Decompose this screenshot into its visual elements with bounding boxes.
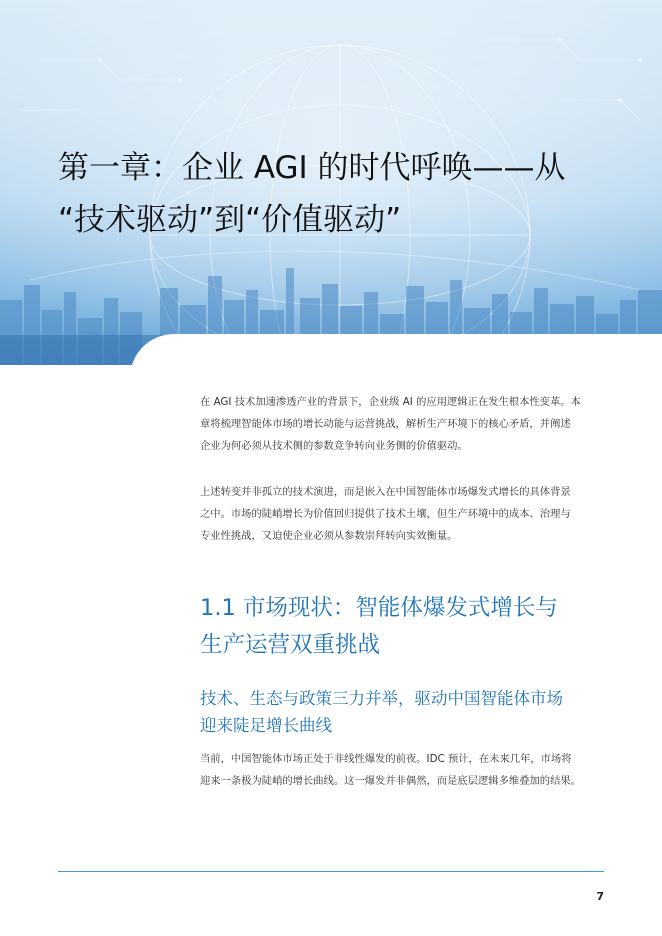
section-title [200,590,640,664]
intro-paragraph-2-line-2: 之中。市场的陡峭增长为价值回归提供了技术土壤，但生产环境中的成本、治理与 [200,508,571,520]
section-subtitle-line-2: 迎来陡足增长曲线 [200,716,332,735]
intro-paragraph-1-line-1: 在 AGI 技术加速渗透产业的背景下，企业级 AI 的应用逻辑正在发生根本性变革。本 [200,396,581,408]
section-subtitle-line-1: 技术、生态与政策三力并举，驱动中国智能体市场 [200,689,563,708]
intro-paragraph-2-line-1: 上述转变并非孤立的技术演进，而是嵌入在中国智能体市场爆发式增长的具体背景 [200,486,571,498]
section-subtitle [200,685,640,739]
section-title-line-1: 1.1 市场现状：智能体爆发式增长与 [200,595,558,621]
intro-paragraph-2 [200,481,610,547]
header-banner [0,0,662,365]
section-title-line-2: 生产运营双重挑战 [200,632,381,658]
chapter-title-line-2: “技术驱动”到“价值驱动” [58,202,402,238]
intro-paragraph-1-line-2: 章将梳理智能体市场的增长动能与运营挑战，解析生产环境下的核心矛盾，并阐述 [200,418,571,430]
intro-paragraph-2-line-3: 专业性挑战，又迫使企业必须从参数崇拜转向实效衡量。 [200,530,458,542]
section-paragraph-line-1: 当前，中国智能体市场正处于非线性爆发的前夜。IDC 预计，在未来几年，市场将 [200,753,572,765]
chapter-title-line-1: 第一章：企业 AGI 的时代呼唤——从 [58,150,566,186]
section-paragraph [200,748,610,792]
chapter-title [58,142,638,246]
intro-paragraph-1-line-3: 企业为何必须从技术侧的参数竞争转向业务侧的价值驱动。 [200,440,468,452]
page-number: 7 [596,890,604,903]
banner-corner-cutout [130,334,662,365]
section-paragraph-line-2: 迎来一条极为陡峭的增长曲线。这一爆发并非偶然，而是底层逻辑多维叠加的结果。 [200,775,581,787]
intro-paragraph-1 [200,391,610,457]
footer-divider [58,871,604,872]
